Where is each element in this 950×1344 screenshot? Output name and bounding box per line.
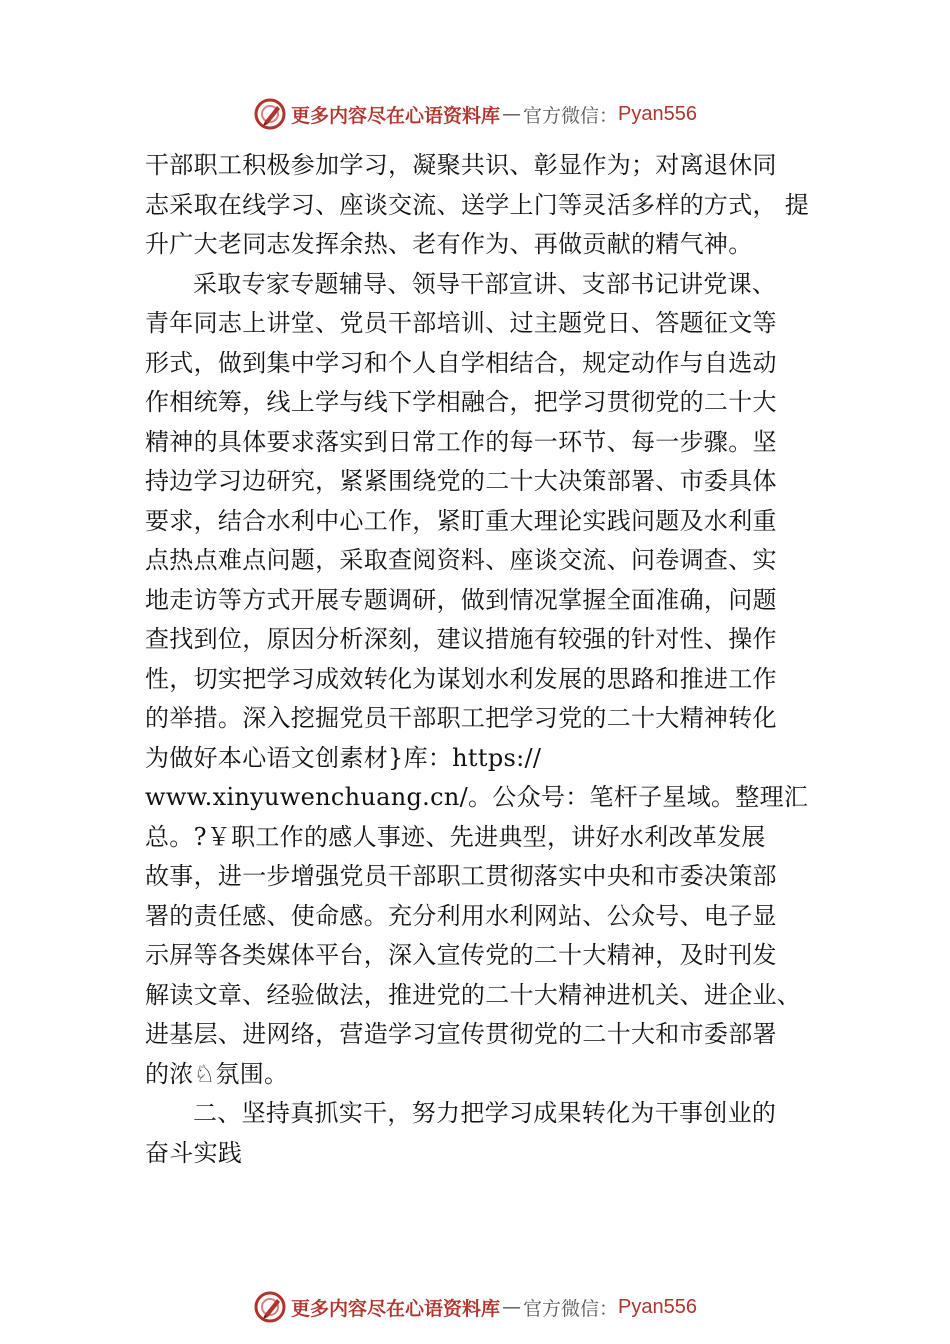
footer-title: 更多内容尽在心语资料库: [291, 1297, 501, 1320]
logo-icon: [253, 1290, 287, 1324]
body-line: 持边学习边研究，紧紧围绕党的二十大决策部署、市委具体: [145, 467, 777, 495]
header-wechat-label: 官方微信：: [523, 104, 619, 127]
document-body: [145, 146, 825, 1173]
footer-wechat-label: 官方微信：: [523, 1297, 619, 1320]
body-line: 地走访等方式开展专题调研，做到情况掌握全面准确，问题: [145, 585, 777, 614]
body-line: 点热点难点问题，采取查阅资料、座谈交流、问卷调查、实: [145, 546, 777, 574]
body-line: 青年同志上讲堂、党员干部培训、过主题党日、答题征文等: [145, 309, 777, 337]
body-line: 解读文章、经验做法，推进党的二十大精神进机关、进企业、: [145, 980, 802, 1009]
header-wechat-id: Pyan556: [618, 102, 697, 125]
body-line: 为做好本心语文创素材}库：https://: [145, 743, 542, 772]
body-line: 示屏等各类媒体平台，深入宣传党的二十大精神，及时刊发: [145, 941, 777, 969]
body-line: 要求，结合水利中心工作，紧盯重大理论实践问题及水利重: [145, 506, 777, 535]
section-heading: 二、坚持真抓实干，努力把学习成果转化为干事创业的: [193, 1099, 777, 1127]
body-line: 进基层、进网络，营造学习宣传贯彻党的二十大和市委部署: [145, 1020, 777, 1048]
body-line: 故事，进一步增强党员干部职工贯彻落实中央和市委决策部: [145, 862, 777, 890]
section-heading-continued: 奋斗实践: [145, 1138, 243, 1167]
header-title: 更多内容尽在心语资料库: [291, 104, 501, 127]
body-line: 的浓♘氛围。: [145, 1059, 289, 1088]
body-line: 署的责任感、使命感。充分利用水利网站、公众号、电子显: [145, 901, 777, 930]
paragraph-start: 采取专家专题辅导、领导干部宣讲、支部书记讲党课、: [193, 269, 777, 298]
footer-banner: [0, 1287, 950, 1327]
body-line: 精神的具体要求落实到日常工作的每一环节、每一步骤。坚: [145, 427, 777, 456]
logo-icon: [253, 97, 287, 131]
body-line: 的举措。深入挖掘党员干部职工把学习党的二十大精神转化: [145, 704, 777, 732]
body-line: 升广大老同志发挥余热、老有作为、再做贡献的精气神。: [145, 230, 753, 258]
body-line: 性，切实把学习成效转化为谋划水利发展的思路和推进工作: [145, 664, 777, 693]
footer-dash: —: [502, 1296, 522, 1318]
body-line: 志采取在线学习、座谈交流、送学上门等灵活多样的方式， 提: [145, 190, 810, 219]
body-line: www.xinyuwenchuang.cn/。公众号：笔杆子星域。整理汇: [145, 783, 809, 811]
body-line: 形式，做到集中学习和个人自学相结合，规定动作与自选动: [145, 348, 777, 377]
footer-wechat-id: Pyan556: [618, 1295, 697, 1318]
header-banner: [0, 94, 950, 134]
body-line: 总。?￥职工作的感人事迹、先进典型，讲好水利改革发展: [145, 822, 766, 851]
header-dash: —: [502, 103, 522, 125]
body-line: 查找到位，原因分析深刻，建议措施有较强的针对性、操作: [145, 625, 777, 653]
body-line: 作相统筹，线上学与线下学相融合，把学习贯彻党的二十大: [145, 388, 777, 416]
body-line: 干部职工积极参加学习，凝聚共识、彰显作为；对离退休同: [145, 151, 777, 179]
